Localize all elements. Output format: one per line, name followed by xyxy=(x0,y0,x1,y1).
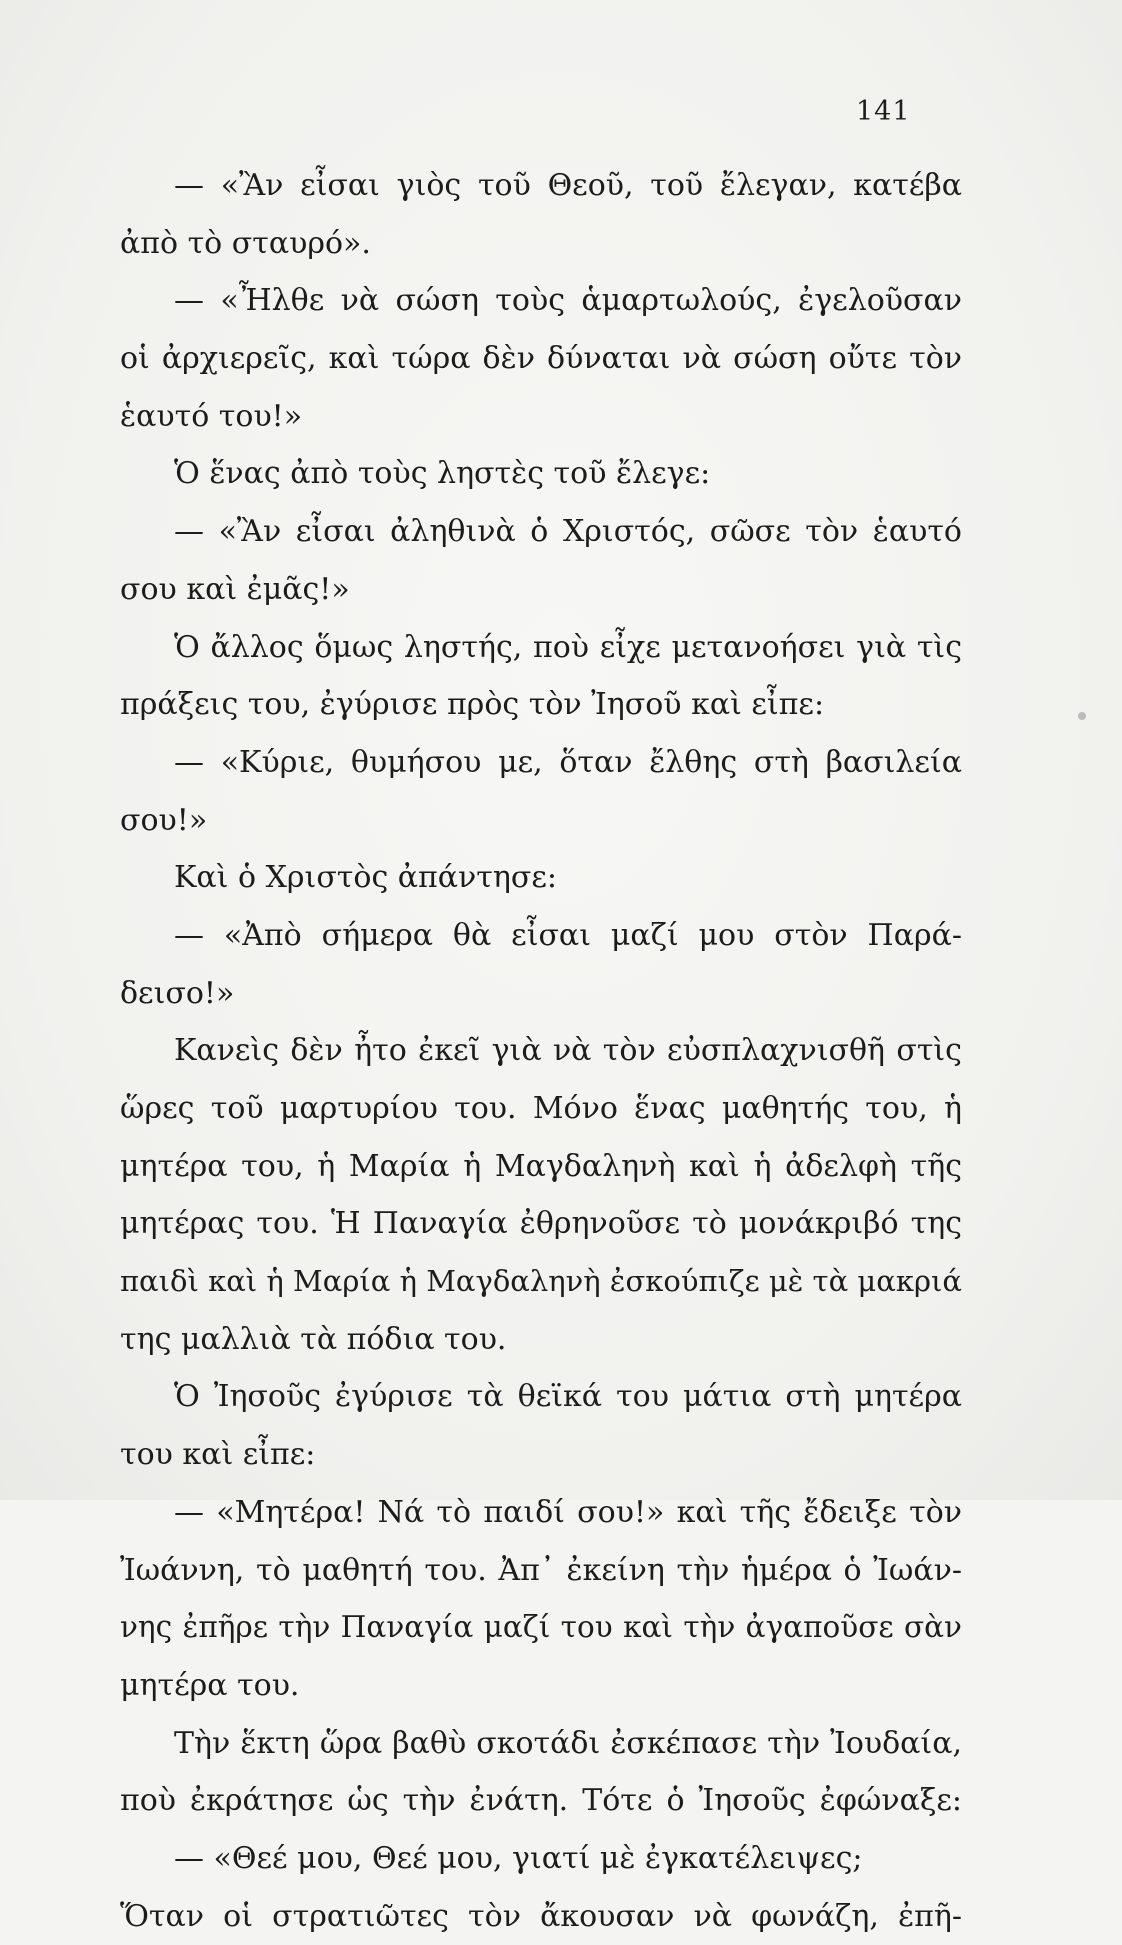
text-line: ποὺ ἐκράτησε ὡς τὴν ἐνάτη. Τότε ὁ Ἰησοῦς ἐφώναξε: xyxy=(120,1783,962,1819)
text-line: σου!» xyxy=(120,802,208,838)
text-line: Ὁ ἕνας ἀπὸ τοὺς ληστὲς τοῦ ἔλεγε: xyxy=(174,456,711,492)
page-text-body xyxy=(120,157,962,1945)
text-line: μητέρα του, ἡ Μαρία ἡ Μαγδαληνὴ καὶ ἡ ἀδελφὴ τῆς xyxy=(120,1148,962,1184)
text-line: παιδὶ καὶ ἡ Μαρία ἡ Μαγδαληνὴ ἐσκούπιζε μὲ τὰ μακριά xyxy=(120,1264,962,1299)
text-line: — «Μητέρα! Νά τὸ παιδί σου!» καὶ τῆς ἔδειξε τὸν xyxy=(174,1494,962,1530)
text-line: ἑαυτό του!» xyxy=(120,398,303,434)
text-line: Ὁ Ἰησοῦς ἐγύρισε τὰ θεϊκά του μάτια στὴ μητέρα xyxy=(174,1379,962,1415)
page-number: 141 xyxy=(856,96,911,127)
text-line: ἀπὸ τὸ σταυρό». xyxy=(120,225,371,261)
text-line: οἱ ἀρχιερεῖς, καὶ τώρα δὲν δύναται νὰ σώση οὔτε τὸν xyxy=(120,341,962,377)
text-line: της μαλλιὰ τὰ πόδια του. xyxy=(120,1321,507,1357)
text-line: — «Ἦλθε νὰ σώση τοὺς ἁμαρτωλούς, ἐγελοῦσαν xyxy=(174,283,962,319)
text-line: Ὅταν οἱ στρατιῶτες τὸν ἄκουσαν νὰ φωνάζη, ἐπῆ- xyxy=(120,1898,962,1934)
text-line: Ἰωάννη, τὸ μαθητή του. Ἀπ᾽ ἐκείνη τὴν ἡμέρα ὁ Ἰωάν- xyxy=(120,1552,962,1588)
text-line: σου καὶ ἐμᾶς!» xyxy=(120,571,350,607)
text-line: Ὁ ἄλλος ὅμως ληστής, ποὺ εἶχε μετανοήσει γιὰ τὶς xyxy=(174,629,962,665)
text-line: του καὶ εἶπε: xyxy=(120,1437,316,1473)
text-line: Καὶ ὁ Χριστὸς ἀπάντησε: xyxy=(174,860,557,896)
text-line: — «Ἂν εἶσαι ἀληθινὰ ὁ Χριστός, σῶσε τὸν ἑαυτό xyxy=(174,514,962,550)
text-line: πράξεις του, ἐγύρισε πρὸς τὸν Ἰησοῦ καὶ εἶπε: xyxy=(120,687,825,723)
text-line: — «Ἂν εἶσαι γιὸς τοῦ Θεοῦ, τοῦ ἔλεγαν, κατέβα xyxy=(174,168,962,203)
text-line: μητέρα του. xyxy=(120,1667,300,1703)
text-line: — «Κύριε, θυμήσου με, ὅταν ἔλθης στὴ βασιλεία xyxy=(174,744,962,780)
text-line: — «Θεέ μου, Θεέ μου, γιατί μὲ ἐγκατέλειψες; xyxy=(174,1840,863,1876)
text-line: νης ἐπῆρε τὴν Παναγία μαζί του καὶ τὴν ἀγαποῦσε σὰν xyxy=(120,1610,962,1645)
text-line: Κανεὶς δὲν ἦτο ἐκεῖ γιὰ νὰ τὸν εὐσπλαχνισθῆ στὶς xyxy=(174,1033,962,1069)
text-line: δεισο!» xyxy=(120,975,235,1011)
text-line: μητέρας του. Ἡ Παναγία ἐθρηνοῦσε τὸ μονάκριβό της xyxy=(120,1206,962,1242)
scan-smudge xyxy=(1078,712,1086,720)
text-line: — «Ἀπὸ σήμερα θὰ εἶσαι μαζί μου στὸν Παρά- xyxy=(174,917,962,953)
text-line: Τὴν ἕκτη ὥρα βαθὺ σκοτάδι ἐσκέπασε τὴν Ἰουδαία, xyxy=(174,1725,962,1761)
text-line: ὥρες τοῦ μαρτυρίου του. Μόνο ἕνας μαθητής του, ἡ xyxy=(120,1091,962,1126)
